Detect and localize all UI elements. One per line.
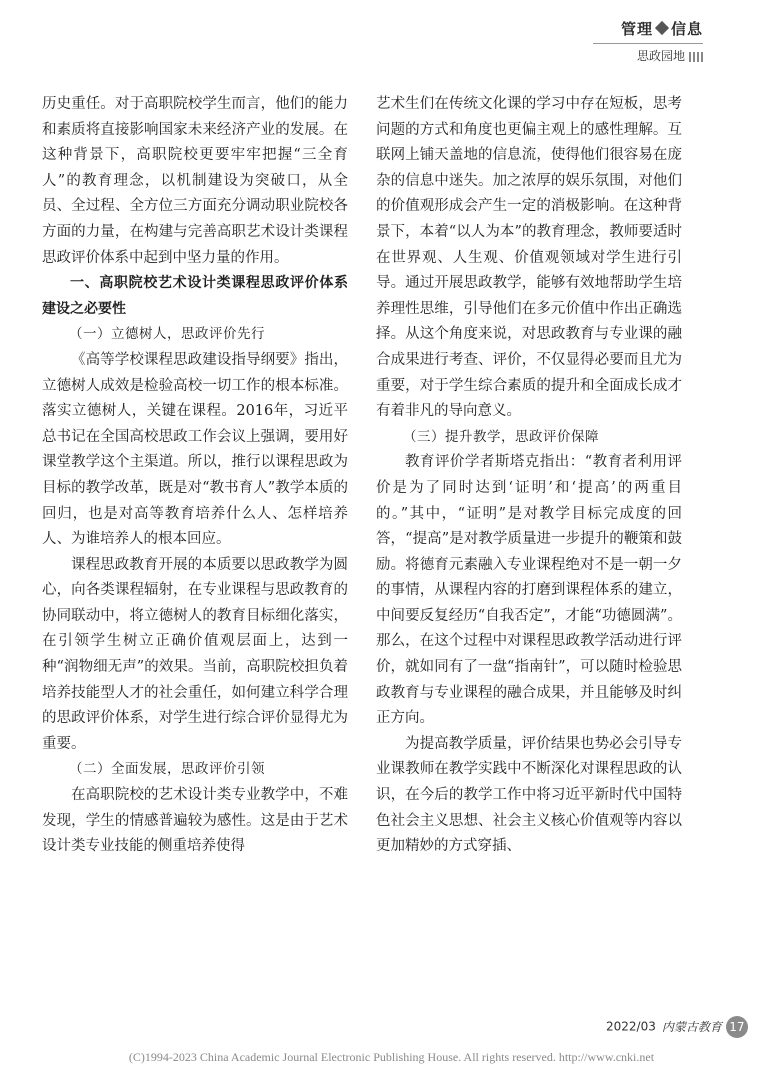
section-heading: 一、高职院校艺术设计类课程思政评价体系建设之必要性	[42, 275, 348, 317]
running-header	[593, 18, 703, 64]
brand-right: 信息	[670, 20, 703, 38]
header-rule	[593, 43, 703, 44]
magazine-title: 内蒙古教育	[661, 1019, 722, 1034]
paragraph: 历史重任。对于高职院校学生而言，他们的能力和素质将直接影响国家未来经济产业的发展。在这种背景下，高职院校更要牢牢把握“三全育人”的教育理念，以机制建设为突破口，从全员、全过程、全方位三方面充分调动职业院校各方面的力量，在构建与完善高职艺术设计类课程思政评价体系中起到中坚力量的作用。	[42, 96, 348, 266]
bars-icon	[689, 52, 703, 62]
right-column	[376, 92, 682, 860]
page-folio	[606, 1016, 748, 1038]
paragraph: 教育评价学者斯塔克指出：“教育者利用评价是为了同时达到‘证明’和‘提高’的两重目的。”其中，“证明”是对教学目标完成度的回答，“提高”是对教学质量进一步提升的鞭策和鼓励。将德育元素融入专业课程绝对不是一朝一夕的事情，从课程内容的打磨到课程体系的建立，中间要反复经历“自我否定”，才能“功德圆满”。那么，在这个过程中对课程思政教学活动进行评价，就如同有了一盘“指南针”，可以随时检验思政教育与专业课程的融合成果，并且能够及时纠正方向。	[376, 454, 682, 727]
subsection-heading: （三）提升教学，思政评价保障	[403, 428, 599, 445]
paragraph: 在高职院校的艺术设计类专业教学中，不难发现，学生的情感普遍较为感性。这是由于艺术设计类专业技能的侧重培养使得	[42, 787, 348, 855]
paragraph: 《高等学校课程思政建设指导纲要》指出，立德树人成效是检验高校一切工作的根本标准。落实立德树人，关键在课程。2016年，习近平总书记在全国高校思政工作会议上强调，要用好课堂教学这个主渠道。所以，推行以课程思政为目标的教学改革，既是对“教书育人”教学本质的回归，也是对高等教育培养什么人、怎样培养人、为谁培养人的根本回应。	[42, 351, 348, 548]
diamond-icon	[655, 21, 669, 35]
paragraph: 课程思政教育开展的本质要以思政教学为圆心，向各类课程辐射，在专业课程与思政教育的协同联动中，将立德树人的教育目标细化落实，在引领学生树立正确价值观层面上，达到一种“润物细无声”的效果。当前，高职院校担负着培养技能型人才的社会重任，如何建立科学合理的思政评价体系，对学生进行综合评价显得尤为重要。	[42, 556, 348, 752]
journal-brand	[593, 18, 703, 39]
section-label	[593, 47, 703, 64]
page-number: 17	[726, 1016, 748, 1038]
subsection-heading: （二）全面发展，思政评价引领	[69, 761, 265, 778]
paragraph: 为提高教学质量，评价结果也势必会引导专业课教师在教学实践中不断深化对课程思政的认识，在今后的教学工作中将习近平新时代中国特色社会主义思想、社会主义核心价值观等内容以更加精妙的方式穿插、	[376, 735, 682, 855]
brand-left: 管理	[620, 20, 653, 38]
paragraph: 艺术生们在传统文化课的学习中存在短板，思考问题的方式和角度也更偏主观上的感性理解。互联网上铺天盖地的信息流，使得他们很容易在庞杂的信息中迷失。加之浓厚的娱乐氛围，对他们的价值观形成会产生一定的消极影响。在这种背景下，本着“以人为本”的教育理念，教师要适时在世界观、人生观、价值观领域对学生进行引导。通过开展思政教学，能够有效地帮助学生培养理性思维，引导他们在多元价值中作出正确选择。从这个角度来说，对思政教育与专业课的融合成果进行考查、评价，不仅显得必要而且尤为重要，对于学生综合素质的提升和全面成长成才有着非凡的导向意义。	[376, 96, 682, 420]
section-name: 思政园地	[636, 49, 685, 63]
subsection-heading: （一）立德树人，思政评价先行	[69, 326, 265, 343]
copyright-notice: (C)1994-2023 China Academic Journal Electronic Publishing House. All rights reserved. http://www.cnki.net	[128, 1050, 655, 1064]
left-column	[42, 92, 348, 860]
issue-number: 2022/03	[606, 1019, 656, 1034]
